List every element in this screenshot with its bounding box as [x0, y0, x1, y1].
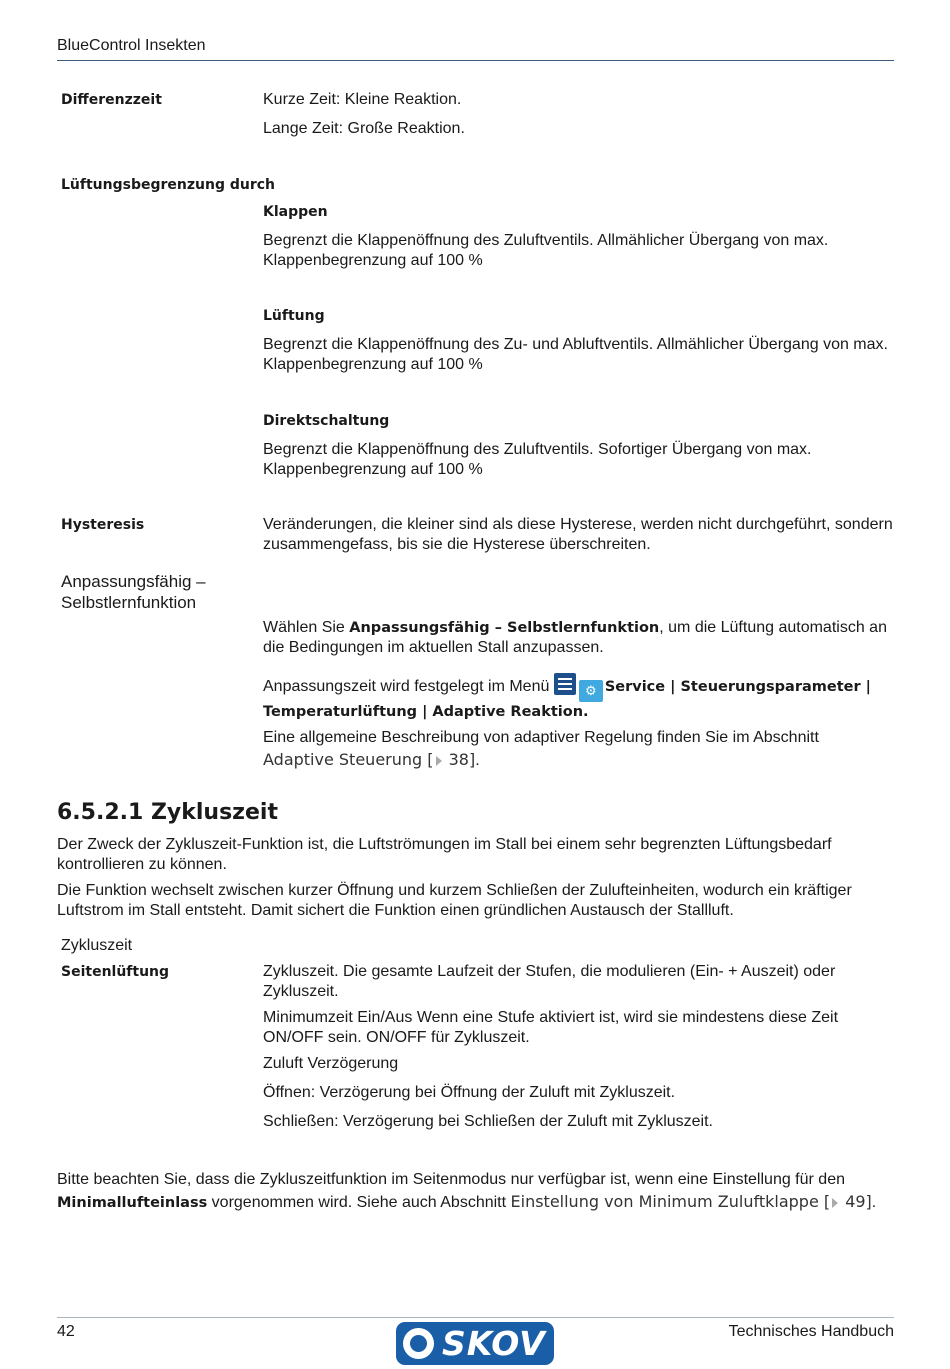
zykluszeit-paragraph-1: Der Zweck der Zykluszeit-Funktion ist, die Luftströmungen im Stall bei einem sehr begrenzten Lüftungsbedarf kontrollieren zu können. — [57, 836, 832, 873]
zykluszeit-note — [57, 1169, 894, 1214]
anpassung-paragraph-2 — [263, 673, 893, 722]
differenzzeit-line2: Lange Zeit: Große Reaktion. — [263, 120, 465, 137]
subtitle-klappen: Klappen — [263, 204, 328, 220]
page-ref-arrow-icon — [832, 1198, 838, 1208]
term-differenzzeit: Differenzzeit — [61, 92, 162, 108]
skov-logo-mark — [403, 1328, 434, 1359]
anpassung-paragraph-1 — [263, 618, 893, 658]
seitenlueftung-desc-3: Zuluft Verzögerung — [263, 1055, 399, 1072]
adaptive-steuerung-page[interactable]: 38] — [443, 750, 476, 769]
term-lueftungsbegrenzung: Lüftungsbegrenzung durch — [61, 177, 275, 193]
note-end: . — [871, 1194, 877, 1211]
note-start: Bitte beachten Sie, dass die Zykluszeitfunktion im Seitenmodus nur verfügbar ist, wenn eine Einstellung für den — [57, 1171, 845, 1188]
section-heading-zykluszeit: 6.5.2.1 Zykluszeit — [57, 800, 278, 825]
page-ref-arrow-icon — [436, 756, 442, 766]
term-seitenlueftung: Seitenlüftung — [61, 964, 170, 980]
zykluszeit-paragraph-2: Die Funktion wechselt zwischen kurzer Öffnung und kurzem Schließen der Zulufteinheiten, wodurch ein kräftiger Luftstrom im Stall entsteht. Damit sichert die Funktion einen gründlichen Austausch der Stallluft. — [57, 882, 852, 919]
anpassung-p3-end: . — [475, 752, 480, 769]
note-middle: vorgenommen wird. Siehe auch Abschnitt — [207, 1194, 511, 1211]
seitenlueftung-desc-4: Öffnen: Verzögerung bei Öffnung der Zuluft mit Zykluszeit. — [263, 1084, 676, 1101]
document-header-title: BlueControl Insekten — [57, 37, 206, 54]
term-hysteresis: Hysteresis — [61, 517, 145, 533]
minimum-zuluftklappe-link[interactable]: Einstellung von Minimum Zuluftklappe [ — [510, 1192, 831, 1211]
footer-document-title: Technisches Handbuch — [728, 1323, 894, 1340]
klappen-description: Begrenzt die Klappenöffnung des Zuluftventils. Allmählicher Übergang von max. Klappenbegrenzung auf 100 % — [263, 232, 829, 269]
direktschaltung-description: Begrenzt die Klappenöffnung des Zuluftventils. Sofortiger Übergang von max. Klappenbegrenzung auf 100 % — [263, 441, 812, 478]
skov-logo-text: SKOV — [442, 1324, 546, 1363]
anpassung-p2-start: Anpassungszeit wird festgelegt im Menü — [263, 678, 554, 695]
header-rule — [57, 60, 894, 61]
minimum-zuluftklappe-page[interactable]: 49] — [840, 1192, 872, 1211]
subtitle-lueftung: Lüftung — [263, 308, 325, 324]
anpassung-p1-bold: Anpassungsfähig – Selbstlernfunktion — [349, 620, 660, 636]
anpassung-p1-end: , um die Lüftung automatisch an die Bedingungen im aktuellen Stall anzupassen. — [263, 619, 887, 656]
anpassung-p3-start: Eine allgemeine Beschreibung von adaptiver Regelung finden Sie im Abschnitt — [263, 729, 819, 746]
adaptive-steuerung-link[interactable]: Adaptive Steuerung [ — [263, 750, 434, 769]
footer-rule — [57, 1317, 894, 1318]
lueftung-description: Begrenzt die Klappenöffnung des Zu- und Abluftventils. Allmählicher Übergang von max. Klappenbegrenzung auf 100 % — [263, 336, 888, 373]
note-bold-term: Minimallufteinlass — [57, 1195, 208, 1211]
seitenlueftung-desc-5: Schließen: Verzögerung bei Schließen der Zuluft mit Zykluszeit. — [263, 1113, 713, 1130]
subtitle-direktschaltung: Direktschaltung — [263, 413, 390, 429]
skov-logo — [396, 1322, 554, 1365]
zykluszeit-table-title: Zykluszeit — [61, 937, 133, 954]
term-anpassungsfaehig: Anpassungsfähig – Selbstlernfunktion — [61, 572, 206, 612]
differenzzeit-line1: Kurze Zeit: Kleine Reaktion. — [263, 91, 462, 108]
anpassung-menu-path: Service | Steuerungsparameter | Temperaturlüftung | Adaptive Reaktion. — [263, 679, 871, 720]
page-number: 42 — [57, 1323, 75, 1340]
service-gear-icon: ⚙ — [579, 680, 603, 702]
menu-icon — [554, 673, 576, 695]
anpassung-paragraph-3 — [263, 727, 893, 772]
hysteresis-description: Veränderungen, die kleiner sind als diese Hysterese, werden nicht durchgeführt, sondern zusammengefass, bis sie die Hysterese überschreiten. — [263, 516, 893, 553]
seitenlueftung-desc-1: Zykluszeit. Die gesamte Laufzeit der Stufen, die modulieren (Ein- + Auszeit) oder Zykluszeit. — [263, 963, 836, 1000]
seitenlueftung-desc-2: Minimumzeit Ein/Aus Wenn eine Stufe aktiviert ist, wird sie mindestens diese Zeit ON/OFF sein. ON/OFF für Zykluszeit. — [263, 1009, 839, 1046]
anpassung-p1-start: Wählen Sie — [263, 619, 350, 636]
